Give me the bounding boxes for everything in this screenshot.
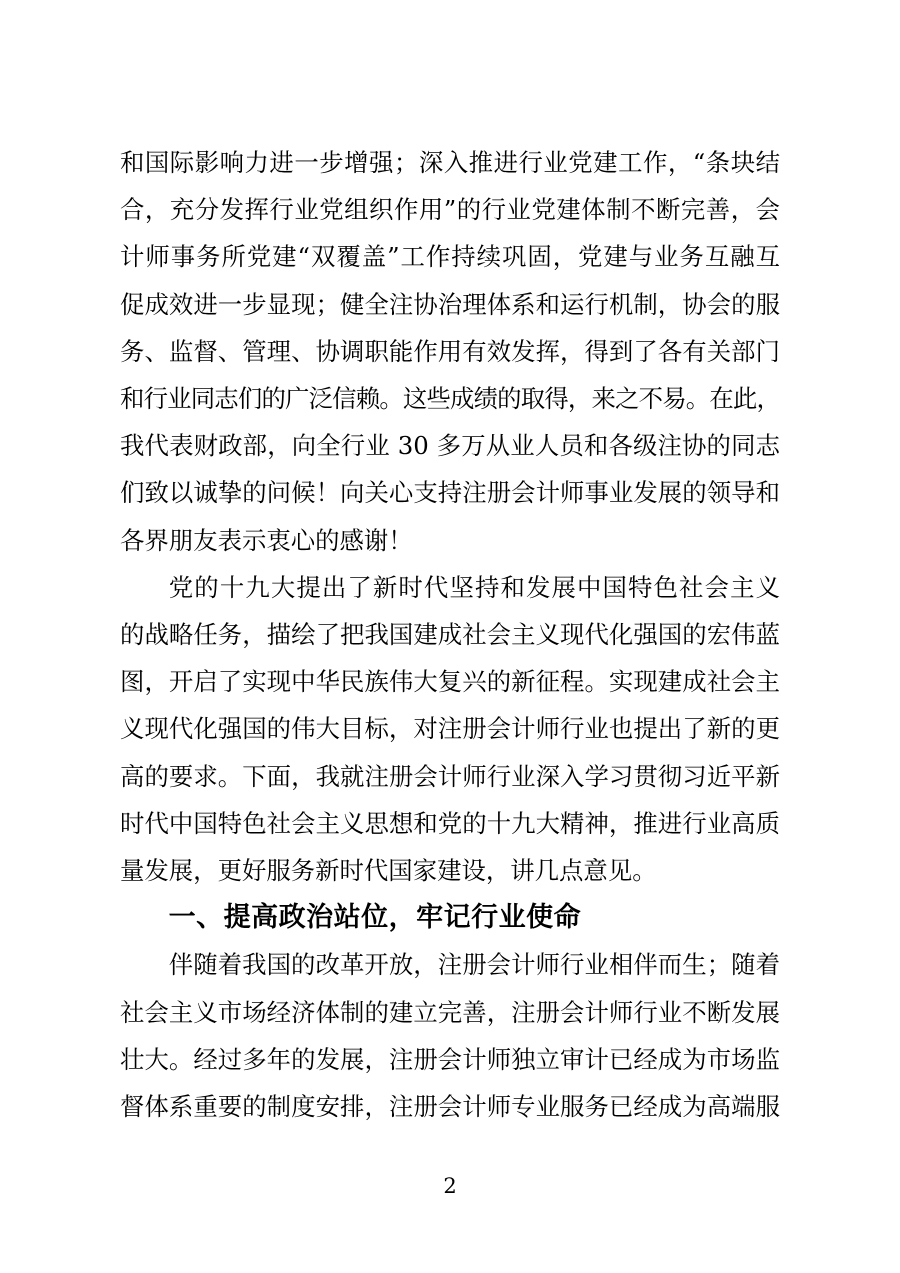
body-text-line: 量发展，更好服务新时代国家建设，讲几点意见。 xyxy=(120,856,657,886)
body-text-line: 伴随着我国的改革开放，注册会计师行业相伴而生；随着 xyxy=(168,950,780,980)
body-text-line: 合，充分发挥行业党组织作用”的行业党建体制不断完善，会 xyxy=(120,195,780,225)
body-text-line: 高的要求。下面，我就注册会计师行业深入学习贯彻习近平新 xyxy=(120,761,780,791)
page-number: 2 xyxy=(443,1174,457,1198)
body-text-line: 我代表财政部，向全行业 30 多万从业人员和各级注协的同志 xyxy=(120,431,780,461)
body-text-line: 们致以诚挚的问候！向关心支持注册会计师事业发展的领导和 xyxy=(120,478,780,508)
document-body xyxy=(120,139,780,1130)
body-text-line: 和行业同志们的广泛信赖。这些成绩的取得，来之不易。在此， xyxy=(120,384,780,414)
body-text-line: 图，开启了实现中华民族伟大复兴的新征程。实现建成社会主 xyxy=(120,667,780,697)
body-text-line: 党的十九大提出了新时代坚持和发展中国特色社会主义 xyxy=(168,572,780,602)
body-text-line: 计师事务所党建“双覆盖”工作持续巩固，党建与业务互融互 xyxy=(120,242,780,272)
body-text-line: 的战略任务，描绘了把我国建成社会主义现代化强国的宏伟蓝 xyxy=(120,620,780,650)
body-text-line: 各界朋友表示衷心的感谢！ xyxy=(120,525,413,555)
body-text-line: 务、监督、管理、协调职能作用有效发挥，得到了各有关部门 xyxy=(120,336,780,366)
body-text-line: 促成效进一步显现；健全注协治理体系和运行机制，协会的服 xyxy=(120,289,780,319)
body-text-line: 督体系重要的制度安排，注册会计师专业服务已经成为高端服 xyxy=(120,1092,780,1122)
body-text-line: 义现代化强国的伟大目标，对注册会计师行业也提出了新的更 xyxy=(120,714,780,744)
body-text-line: 壮大。经过多年的发展，注册会计师独立审计已经成为市场监 xyxy=(120,1044,780,1074)
section-heading: 一、提高政治站位，牢记行业使命 xyxy=(168,902,582,934)
body-text-line: 社会主义市场经济体制的建立完善，注册会计师行业不断发展 xyxy=(120,997,780,1027)
body-text-line: 和国际影响力进一步增强；深入推进行业党建工作，“条块结 xyxy=(120,148,780,177)
body-text-line: 时代中国特色社会主义思想和党的十九大精神，推进行业高质 xyxy=(120,808,780,838)
